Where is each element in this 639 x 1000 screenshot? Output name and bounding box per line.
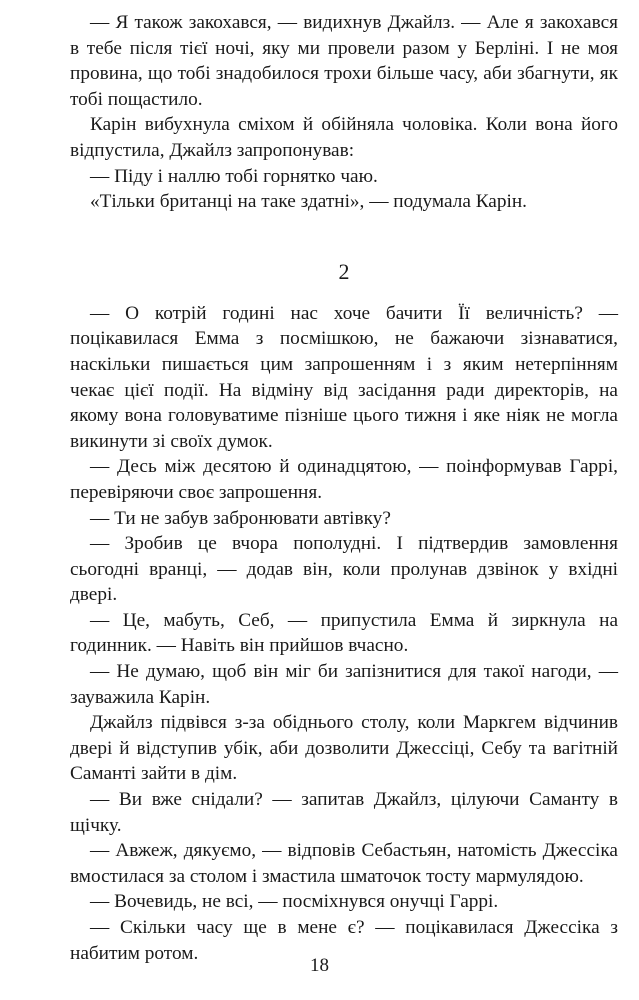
paragraph: — Я також закохався, — видихнув Джайлз. — Але я закохався в тебе після тієї ночі, яку ми провели разом у Берліні. І не моя провина, що тобі знадобилося трохи більше часу, аби збагнути, як тобі пощастило. bbox=[70, 12, 618, 110]
paragraph: — Ви вже снідали? — запитав Джайлз, цілуючи Саманту в щічку. bbox=[70, 789, 618, 836]
paragraph: — Це, мабуть, Себ, — припустила Емма й зиркнула на годинник. — Навіть він прийшов вчасно. bbox=[70, 609, 618, 657]
paragraph: — Вочевидь, не всі, — посміхнувся онучці Гаррі. bbox=[90, 891, 499, 913]
book-page bbox=[70, 10, 618, 966]
paragraph: — Зробив це вчора пополудні. І підтвердив замовлення сьогодні вранці, — додав він, коли пролунав дзвінок у вхідні двері. bbox=[70, 533, 618, 606]
paragraph: — Ти не забув забронювати автівку? bbox=[90, 507, 391, 529]
paragraph: Карін вибухнула сміхом й обійняла чоловіка. Коли вона його відпустила, Джайлз запропонував: bbox=[70, 114, 618, 161]
paragraph: — О котрій годині нас хоче бачити Її величність? — поцікавилася Емма з посмішкою, не бажаючи зізнаватися, наскільки пишається цим запрошенням і з яким нетерпінням чекає цієї події. На відміну від засідання ради директорів, на якому вона головуватиме пізніше цього тижня і яке ніяк не могла викинути зі своїх думок. bbox=[70, 302, 618, 452]
paragraph: — Піду і наллю тобі горнятко чаю. bbox=[90, 165, 378, 187]
paragraph: — Десь між десятою й одинадцятою, — поінформував Гаррі, перевіряючи своє запрошення. bbox=[70, 456, 618, 503]
paragraph: — Скільки часу ще в мене є? — поцікавилася Джессіка з набитим ротом. bbox=[70, 917, 618, 964]
paragraph: «Тільки британці на таке здатні», — подумала Карін. bbox=[90, 191, 527, 213]
paragraph: — Не думаю, щоб він міг би запізнитися для такої нагоди, — зауважила Карін. bbox=[70, 661, 618, 708]
paragraph: Джайлз підвівся з-за обіднього столу, коли Маркгем відчинив двері й відступив убік, аби дозволити Джессіці, Себу та вагітній Саманті зайти в дім. bbox=[70, 712, 618, 785]
chapter-number: 2 bbox=[338, 258, 350, 284]
page-number: 18 bbox=[310, 955, 329, 976]
paragraph: — Авжеж, дякуємо, — відповів Себастьян, натомість Джессіка вмостилася за столом і змастила шматочок тосту мармулядою. bbox=[70, 840, 618, 887]
